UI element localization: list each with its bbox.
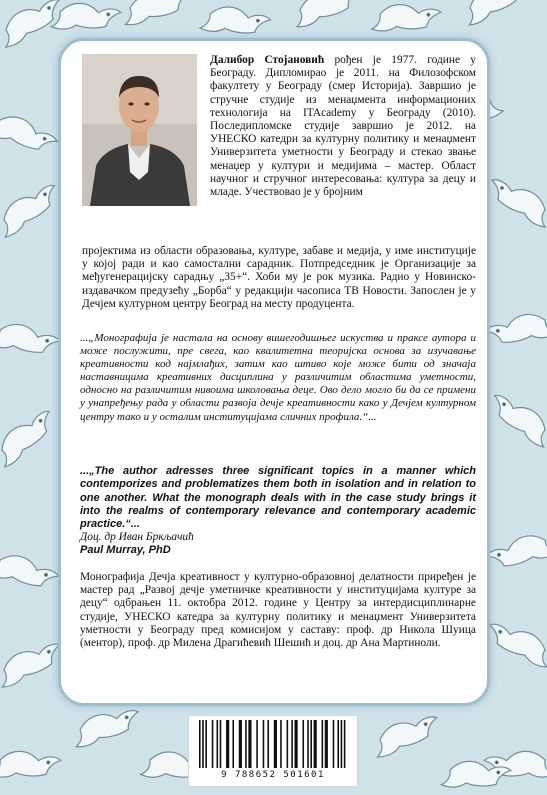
isbn-barcode	[188, 715, 358, 787]
author-name: Далибор Стојановић	[210, 54, 325, 66]
reviewer-signature-english: Paul Murray, PhD	[80, 544, 171, 556]
barcode-bar	[212, 720, 214, 768]
barcode-number: 9 788652 501601	[221, 770, 325, 780]
barcode-bar	[220, 720, 222, 768]
barcode-bars	[197, 720, 349, 768]
author-bio-intro	[210, 54, 476, 199]
barcode-bar	[322, 720, 324, 768]
barcode-bar	[302, 720, 304, 768]
barcode-bar	[226, 720, 229, 768]
barcode-bar	[287, 720, 289, 768]
barcode-bar	[280, 720, 282, 768]
monograph-description: Монографија Дечја креативност у културно-образовној делатности приређен је мастер рад „Развој дечје уметничке креативности у институцијама културе за децу“ одбрањен 11. октобра 2012. године у Центру за интердисциплинарне студије, УНЕСКО катедра за културну политику и менаџмент Универзитета уметности у Београду пред комисијом у саставу: проф. др Никола Шуица (ментор), проф. др Милена Драгићевић Шешић и доц. др Ана Мартиноли.	[80, 571, 476, 650]
barcode-bar	[217, 720, 219, 768]
barcode-bar	[199, 720, 201, 768]
barcode-bar	[256, 720, 258, 768]
barcode-bar	[341, 720, 343, 768]
author-bio-top-text: рођен је 1977. године у Београду. Дипломирао је 2011. на Филозофском факултету у Београду (смер Историја). Завршио је стручне студије из менаџмента информационих технологија на ITAcademy у Београду (2010). Последипломске студије завршио је 2012. на УНЕСКО катедри за културну политику и менаџмент Универзитета уметности у Београду и стекао звање менаџер у култури и медијима – мастер. Област научног и стручног интересовања: култура за децу и младе. Учествовао је у бројним	[210, 54, 476, 199]
author-photo	[82, 54, 197, 206]
barcode-bar	[337, 720, 339, 768]
barcode-bar	[263, 720, 265, 768]
barcode-bar	[344, 720, 346, 768]
barcode-bar	[248, 720, 251, 768]
barcode-bar	[232, 720, 234, 768]
barcode-bar	[310, 720, 312, 768]
barcode-bar	[333, 720, 335, 768]
barcode-bar	[202, 720, 204, 768]
barcode-bar	[245, 720, 247, 768]
barcode-bar	[291, 720, 293, 768]
barcode-bar	[274, 720, 277, 768]
barcode-bar	[267, 720, 269, 768]
author-bio-continued: пројектима из области образовања, културе, забаве и медија, у име институције у којој ради и као самостални сарадник. Потпредседник је Организације за међугенерацијску сарадњу „35+“. Хоби му је рок музика. Радио у Новинско-издавачком предузећу „Борба“ у редакцији часописа ТВ Новости. Запослен је у Дечјем културном центру Београд на месту продуцента.	[82, 245, 476, 310]
barcode-bar	[307, 720, 309, 768]
barcode-bar	[294, 720, 297, 768]
barcode-bar	[325, 720, 328, 768]
reviewer-signature-serbian: Доц. др Иван Бркљачић	[80, 531, 194, 543]
barcode-bar	[314, 720, 317, 768]
barcode-bar	[239, 720, 242, 768]
review-quote-serbian: ...„Монографија је настала на основу вишегодишњег искуства и праксе аутора и може послужити, пре свега, као квалитетна теоријска основа за изучавање креативности код најмлађих, затим као штиво које може бити од значаја наставницима креативних дисциплина у различитим областима уметности, односно на различитим нивоима школовања деце. Ово дело могло би да се примени у унапређењу рада у области развоја дечје креативности како у Дечјем културном центру тако и у осталим институцијама сличних профила.“...	[80, 332, 476, 423]
barcode-bar	[205, 720, 207, 768]
review-quote-english: ...„The author adresses three significant topics in a manner which contemporizes and problematizes them both in isolation and in relation to one another. What the monograph deals with in the case study brings it into the realms of contemporary relevance and contemporary academic prаctice.“...	[80, 465, 476, 531]
